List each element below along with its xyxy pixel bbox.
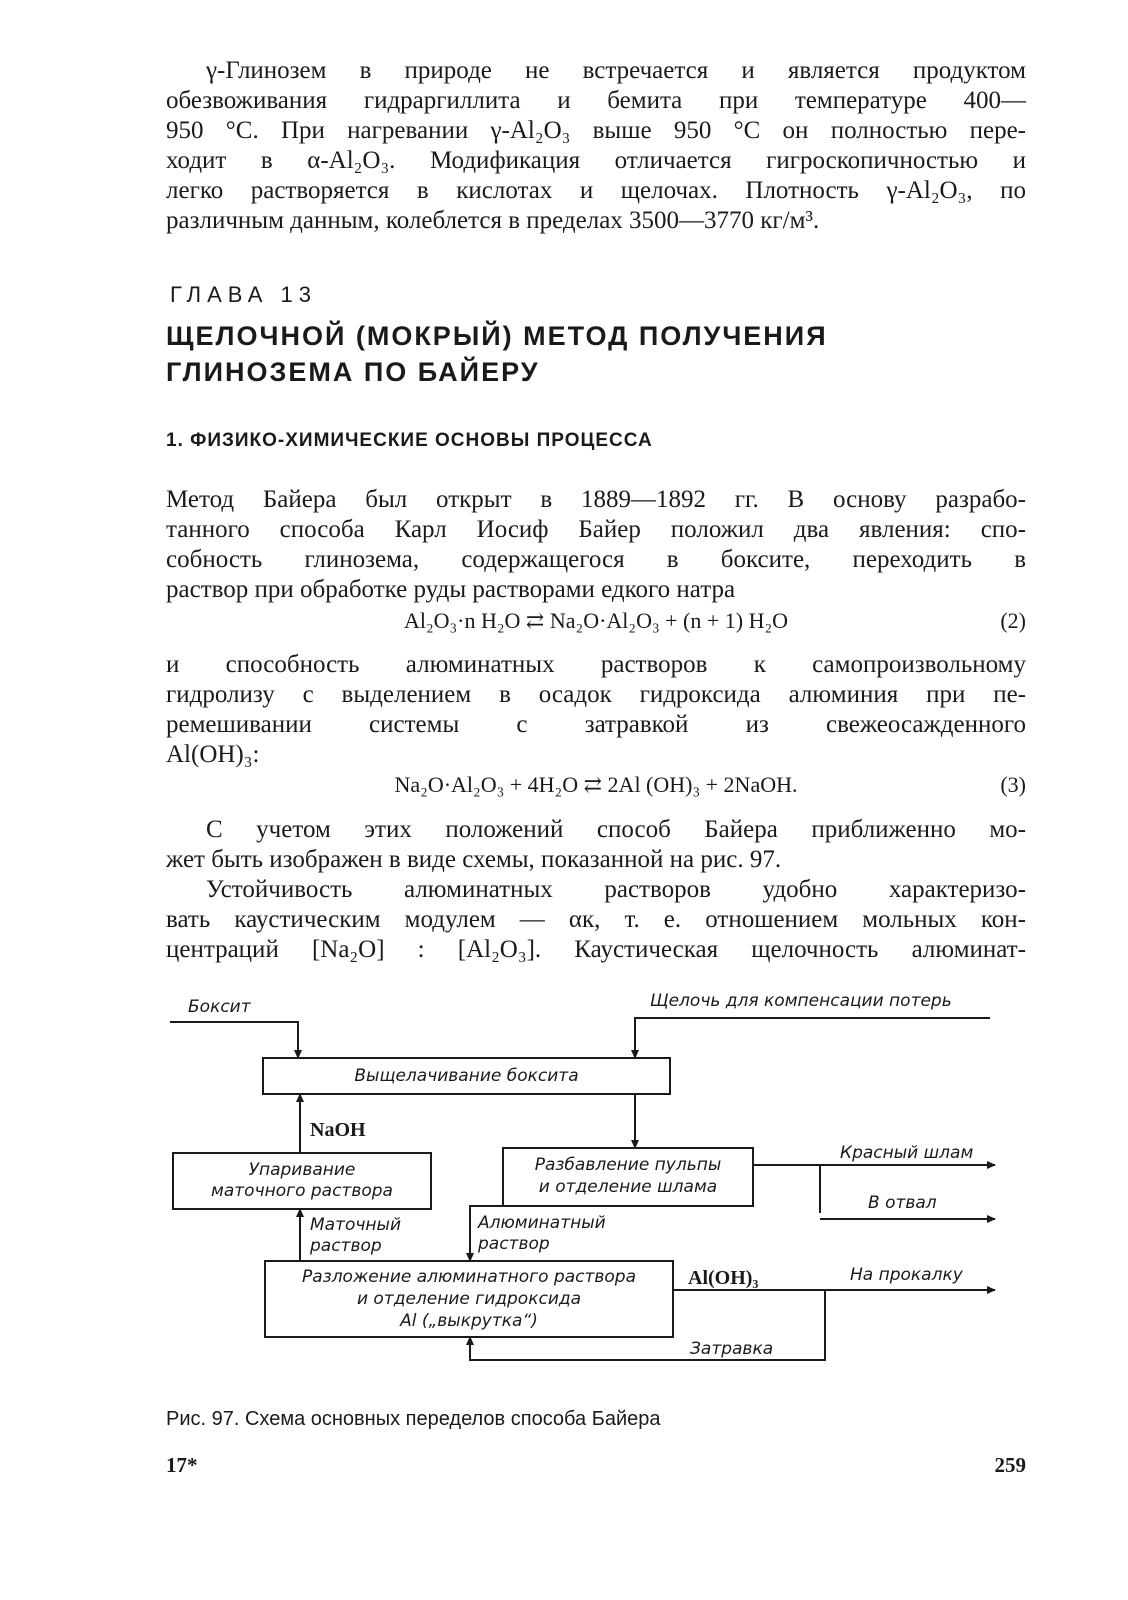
alkali-label: Щелочь для компенсации потерь [650, 991, 952, 1011]
decomposition-label-2: и отделение гидроксида [356, 1289, 582, 1309]
text-line: γ-Глинозем в природе не встречается и является продуктом [206, 57, 1026, 84]
mother-liquor-label-2: раствор [310, 1236, 382, 1256]
text-line: и способность алюминатных растворов к самопроизвольному [166, 651, 1026, 678]
text-line: ходит в α-Al₂O₃. Модификация отличается гигроскопичностью и [166, 147, 1026, 174]
text-line: Устойчивость алюминатных растворов удобно характеризо- [206, 876, 1026, 903]
chapter-label: ГЛАВА 13 [170, 282, 317, 307]
bauxite-label: Боксит [188, 997, 251, 1017]
leaching-label: Выщелачивание боксита [354, 1066, 579, 1086]
chapter-title-line: ЩЕЛОЧНОЙ (МОКРЫЙ) МЕТОД ПОЛУЧЕНИЯ [166, 321, 828, 351]
red-mud-label: Красный шлам [840, 1143, 974, 1163]
text-line: танного способа Карл Иосиф Байер положил два явления: спо- [166, 516, 1026, 543]
text-line: Al(OH)₃: [166, 741, 260, 768]
calcination-label: На прокалку [850, 1265, 963, 1285]
aluminate-solution-label-1: Алюминатный [478, 1213, 606, 1233]
text-line: различным данным, колеблется в пределах 3500—3770 кг/м³. [166, 207, 820, 234]
paragraph-3 [166, 815, 1026, 875]
equation-number: (3) [1000, 772, 1026, 797]
section-title: 1. ФИЗИКО-ХИМИЧЕСКИЕ ОСНОВЫ ПРОЦЕССА [166, 430, 653, 451]
evaporation-label-1: Упаривание [248, 1160, 356, 1180]
equation-text: Al₂O₃·n H₂O ⇄ Na₂O·Al₂O₃ + (n + 1) H₂O [403, 608, 789, 633]
equation-number: (2) [1000, 608, 1026, 633]
seed-label: Затравка [690, 1339, 774, 1359]
text-line: 950 °С. При нагревании γ-Al₂O₃ выше 950 °С он полностью пере- [166, 117, 1026, 144]
text-line: обезвоживания гидраргиллита и бемита при температуре 400— [166, 87, 1026, 114]
text-line: Метод Байера был открыт в 1889—1892 гг. В основу разрабо- [166, 486, 1026, 513]
dump-label: В отвал [868, 1193, 937, 1213]
text-line: раствор при обработке руды растворами едкого натра [166, 576, 736, 603]
signature-mark: 17* [166, 1453, 198, 1477]
text-line: ремешивании системы с затравкой из свежеосажденного [166, 711, 1026, 738]
figure-caption: Рис. 97. Схема основных переделов способа Байера [166, 1408, 661, 1430]
equation-2 [166, 606, 1026, 638]
decomposition-label-3: Al („выкрутка“) [400, 1311, 538, 1331]
dilution-label-1: Разбавление пульпы [534, 1155, 722, 1175]
paragraph-1 [166, 485, 1026, 605]
naoh-label: NaOH [310, 1119, 366, 1141]
equation-text: Na₂O·Al₂O₃ + 4H₂O ⇄ 2Al (OH)₃ + 2NaOH. [394, 772, 798, 797]
decomposition-label-1: Разложение алюминатного раствора [301, 1267, 636, 1287]
page-number: 259 [994, 1453, 1026, 1477]
paragraph-2 [166, 650, 1026, 770]
equation-3 [166, 770, 1026, 802]
text-line: вать каустическим модулем — αк, т. е. отношением мольных кон- [166, 906, 1026, 933]
text-line: гидролизу с выделением в осадок гидроксида алюминия при пе- [166, 681, 1026, 708]
text-line: жет быть изображен в виде схемы, показанной на рис. 97. [166, 846, 782, 873]
aloh3-label: Al(OH)₃ [688, 1267, 759, 1289]
mother-liquor-label-1: Маточный [310, 1215, 402, 1235]
text-line: собность глинозема, содержащегося в боксите, переходить в [166, 546, 1026, 573]
evaporation-label-2: маточного раствора [211, 1181, 393, 1201]
dilution-label-2: и отделение шлама [538, 1177, 718, 1197]
bauxite-arrow [170, 1022, 298, 1058]
chapter-title-line: ГЛИНОЗЕМА ПО БАЙЕРУ [166, 357, 540, 387]
paragraph-4 [166, 875, 1026, 965]
intro-paragraph [166, 56, 1026, 236]
bayer-process-diagram [160, 985, 1020, 1385]
chapter-title [166, 318, 828, 390]
text-line: С учетом этих положений способ Байера приближенно мо- [206, 816, 1026, 843]
text-line: центраций [Na₂O] : [Al₂O₃]. Каустическая щелочность алюминат- [166, 936, 1026, 963]
alkali-arrow [635, 1018, 990, 1058]
aluminate-solution-label-2: раствор [478, 1234, 550, 1254]
text-line: легко растворяется в кислотах и щелочах. Плотность γ-Al₂O₃, по [166, 177, 1026, 204]
